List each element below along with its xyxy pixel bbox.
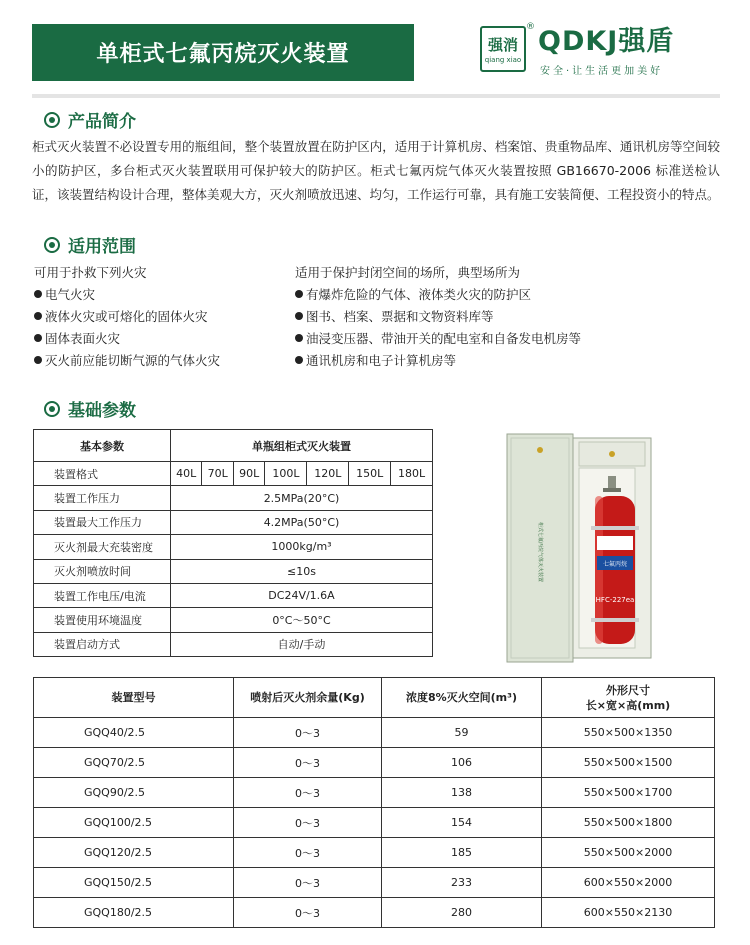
spec-cell: 70L <box>202 462 233 486</box>
residual-cell: 0～3 <box>234 748 382 778</box>
bullet-icon <box>34 290 42 298</box>
residual-cell: 0～3 <box>234 838 382 868</box>
space-cell: 185 <box>382 838 542 868</box>
cabinet-extinguisher-image <box>505 432 657 664</box>
list-item: 电气火灾 <box>34 284 220 306</box>
logo-seal <box>480 26 526 72</box>
bullet-icon <box>295 334 303 342</box>
bullet-icon <box>34 334 42 342</box>
table-row <box>34 583 433 607</box>
target-circle-icon <box>44 112 60 128</box>
svg-text:柜式七氟丙烷气体灭火装置: 柜式七氟丙烷气体灭火装置 <box>537 521 543 583</box>
spec-cell: 150L <box>349 462 391 486</box>
space-cell: 233 <box>382 868 542 898</box>
table-row <box>34 632 433 656</box>
table-row <box>34 559 433 583</box>
bullet-icon <box>295 290 303 298</box>
header-divider <box>32 94 720 98</box>
model-cell: GQQ150/2.5 <box>34 868 234 898</box>
size-cell: 600×550×2000 <box>542 868 715 898</box>
row-value: 1000kg/m³ <box>171 535 433 559</box>
list-item: 图书、档案、票据和文物资料库等 <box>295 306 581 328</box>
size-cell: 550×500×1350 <box>542 718 715 748</box>
size-cell: 550×500×1500 <box>542 748 715 778</box>
table-row <box>34 748 715 778</box>
row-label: 装置工作电压/电流 <box>34 583 171 607</box>
list-item: 固体表面火灾 <box>34 328 220 350</box>
table-row <box>34 608 433 632</box>
space-cell: 106 <box>382 748 542 778</box>
bullet-icon <box>34 312 42 320</box>
row-label: 装置工作压力 <box>34 486 171 510</box>
model-table <box>33 677 715 928</box>
row-label: 装置启动方式 <box>34 632 171 656</box>
logo-slogan: 安全·让生活更加美好 <box>540 66 664 77</box>
spec-cell: 120L <box>307 462 349 486</box>
spec-cell: 90L <box>233 462 264 486</box>
company-logo <box>480 22 720 78</box>
target-circle-icon <box>44 401 60 417</box>
size-cell: 550×500×1800 <box>542 808 715 838</box>
section-title-params <box>44 396 136 421</box>
space-cell: 138 <box>382 778 542 808</box>
row-value: 2.5MPa(20°C) <box>171 486 433 510</box>
size-cell: 550×500×2000 <box>542 838 715 868</box>
model-cell: GQQ40/2.5 <box>34 718 234 748</box>
intro-paragraph: 柜式灭火装置不必设置专用的瓶组间，整个装置放置在防护区内，适用于计算机房、档案馆、贵重物品库、通讯机房等空间较小的防护区，多台柜式灭火装置联用可保护较大的防护区。柜式七氟丙烷气体灭火装置按照 GB16670-2006 标准送检认证，该装置结构设计合理，整体美观大方，灭火剂喷放迅速、均匀，工作运行可靠，具有施工安装简便、工程投资小的特点。 <box>32 139 720 202</box>
list-item: 灭火前应能切断气源的气体火灾 <box>34 350 220 372</box>
table-row <box>34 486 433 510</box>
row-value: 自动/手动 <box>171 632 433 656</box>
residual-cell: 0～3 <box>234 808 382 838</box>
bullet-icon <box>34 356 42 364</box>
row-label: 装置格式 <box>34 462 171 486</box>
table-header-cell: 喷射后灭火剂余量(Kg) <box>234 678 382 718</box>
registered-mark: ® <box>526 22 535 32</box>
table-row <box>34 868 715 898</box>
parameter-table <box>33 429 433 657</box>
space-cell: 280 <box>382 898 542 928</box>
scope-right-list <box>295 262 581 372</box>
bullet-icon <box>295 356 303 364</box>
row-value: 4.2MPa(50°C) <box>171 510 433 534</box>
table-row <box>34 535 433 559</box>
header-banner <box>32 24 414 81</box>
size-cell: 600×550×2130 <box>542 898 715 928</box>
table-row <box>34 838 715 868</box>
table-header-cell: 浓度8%灭火空间(m³) <box>382 678 542 718</box>
scope-left-list <box>34 262 220 372</box>
section-title-text: 基础参数 <box>68 401 136 421</box>
model-cell: GQQ180/2.5 <box>34 898 234 928</box>
table-row <box>34 510 433 534</box>
logo-brand: QDKJ强盾 <box>538 26 675 57</box>
spec-cell: 100L <box>265 462 307 486</box>
space-cell: 154 <box>382 808 542 838</box>
table-row <box>34 718 715 748</box>
list-item: 液体火灾或可熔化的固体火灾 <box>34 306 220 328</box>
list-item: 通讯机房和电子计算机房等 <box>295 350 581 372</box>
bullet-icon <box>295 312 303 320</box>
list-item: 油浸变压器、带油开关的配电室和自备发电机房等 <box>295 328 581 350</box>
model-cell: GQQ100/2.5 <box>34 808 234 838</box>
table-header-cell: 基本参数 <box>34 430 171 462</box>
section-title-text: 适用范围 <box>68 237 136 257</box>
table-row <box>34 462 433 486</box>
model-cell: GQQ90/2.5 <box>34 778 234 808</box>
logo-seal-pinyin: qiang xiao <box>484 56 522 64</box>
cylinder-label: HFC-227ea <box>595 596 635 604</box>
row-value: 0°C～50°C <box>171 608 433 632</box>
logo-seal-text: 强消 <box>487 36 518 54</box>
section-title-text: 产品简介 <box>68 112 136 132</box>
residual-cell: 0～3 <box>234 718 382 748</box>
table-row <box>34 808 715 838</box>
row-label: 灭火剂最大充装密度 <box>34 535 171 559</box>
residual-cell: 0～3 <box>234 898 382 928</box>
size-header-line: 长×宽×高(mm) <box>585 698 671 712</box>
scope-right-heading: 适用于保护封闭空间的场所，典型场所为 <box>295 265 521 280</box>
spec-cell: 180L <box>391 462 433 486</box>
space-cell: 59 <box>382 718 542 748</box>
svg-text:七氟丙烷: 七氟丙烷 <box>602 561 628 568</box>
table-row <box>34 778 715 808</box>
row-value: ≤10s <box>171 559 433 583</box>
model-cell: GQQ70/2.5 <box>34 748 234 778</box>
page-title: 单柜式七氟丙烷灭火装置 <box>96 42 350 67</box>
target-circle-icon <box>44 237 60 253</box>
table-header-cell: 装置型号 <box>34 678 234 718</box>
row-label: 装置使用环境温度 <box>34 608 171 632</box>
residual-cell: 0～3 <box>234 778 382 808</box>
size-header-line: 外形尺寸 <box>606 683 650 697</box>
section-title-intro <box>44 107 136 132</box>
list-item: 有爆炸危险的气体、液体类火灾的防护区 <box>295 284 581 306</box>
table-row <box>34 898 715 928</box>
scope-left-heading: 可用于扑救下列火灾 <box>34 265 147 280</box>
table-header-cell <box>542 678 715 718</box>
row-label: 装置最大工作压力 <box>34 510 171 534</box>
size-cell: 550×500×1700 <box>542 778 715 808</box>
row-value: DC24V/1.6A <box>171 583 433 607</box>
residual-cell: 0～3 <box>234 868 382 898</box>
table-header-cell: 单瓶组柜式灭火装置 <box>171 430 433 462</box>
section-title-scope <box>44 232 136 257</box>
spec-cell: 40L <box>171 462 202 486</box>
row-label: 灭火剂喷放时间 <box>34 559 171 583</box>
model-cell: GQQ120/2.5 <box>34 838 234 868</box>
